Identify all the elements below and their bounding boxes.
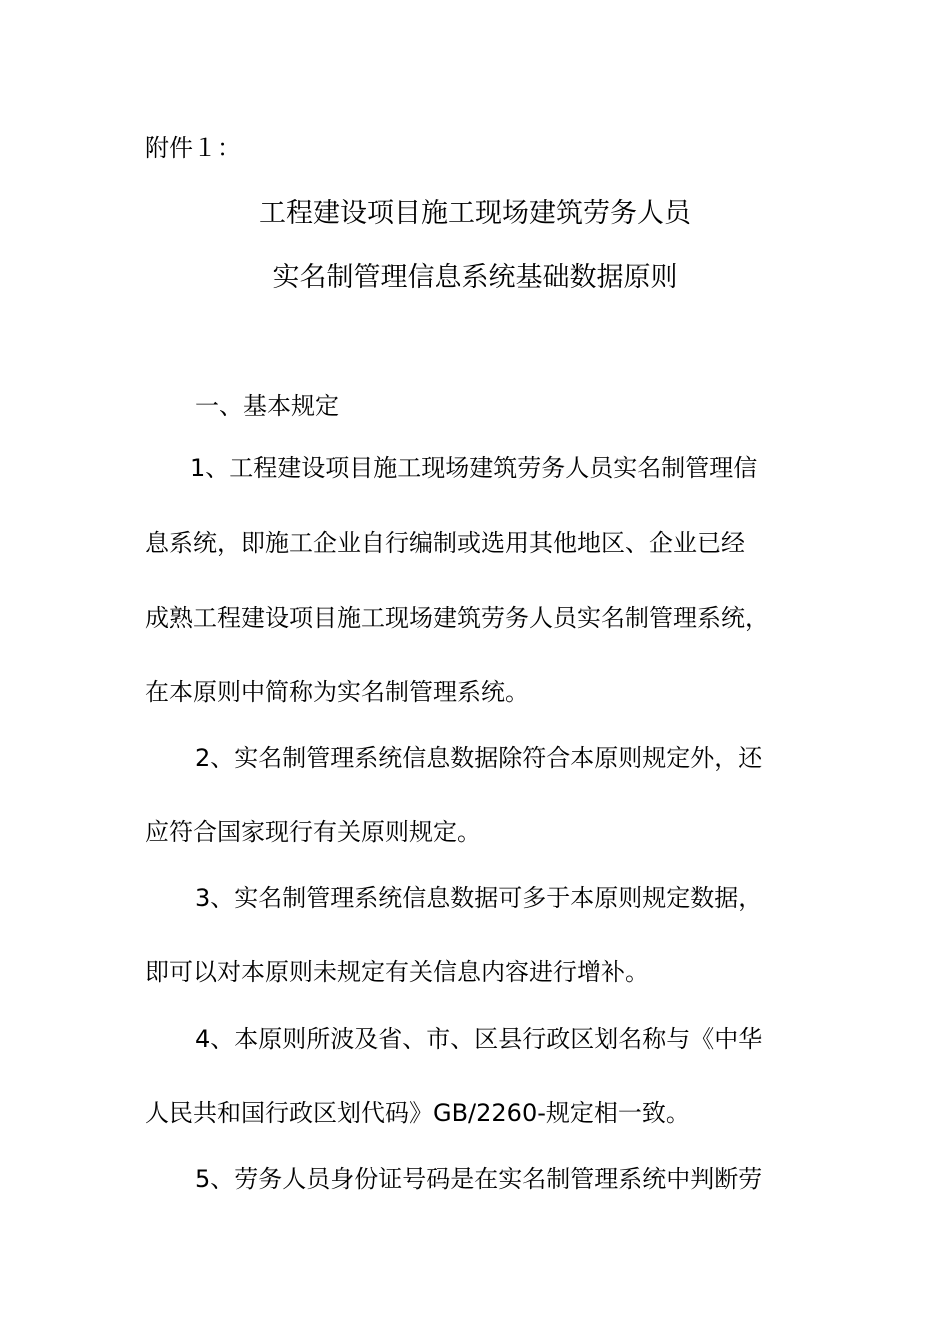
body-text-line: 在本原则中简称为实名制管理系统。 (145, 678, 529, 706)
body-text-line: 1、工程建设项目施工现场建筑劳务人员实名制管理信 (190, 454, 758, 482)
body-text-line: 人民共和国行政区划代码》GB/2260-规定相一致。 (145, 1099, 690, 1127)
annex-label: 附件１： (145, 134, 241, 162)
body-text-line: 应符合国家现行有关原则规定。 (145, 818, 481, 846)
document-title-line-2: 实名制管理信息系统基础数据原则 (272, 262, 678, 293)
body-text-line: 4、本原则所波及省、市、区县行政区划名称与《中华 (195, 1025, 763, 1053)
body-text-line: 3、实名制管理系统信息数据可多于本原则规定数据， (195, 884, 763, 912)
document-title-line-1: 工程建设项目施工现场建筑劳务人员 (259, 198, 691, 229)
section-heading: 一、基本规定 (195, 392, 339, 420)
body-text-line: 2、实名制管理系统信息数据除符合本原则规定外，还 (195, 744, 763, 772)
body-text-line: 5、劳务人员身份证号码是在实名制管理系统中判断劳 (195, 1165, 763, 1193)
body-text-line: 息系统，即施工企业自行编制或选用其他地区、企业已经 (145, 529, 745, 557)
body-text-line: 即可以对本原则未规定有关信息内容进行增补。 (145, 958, 649, 986)
body-text-line: 成熟工程建设项目施工现场建筑劳务人员实名制管理系统， (145, 604, 769, 632)
